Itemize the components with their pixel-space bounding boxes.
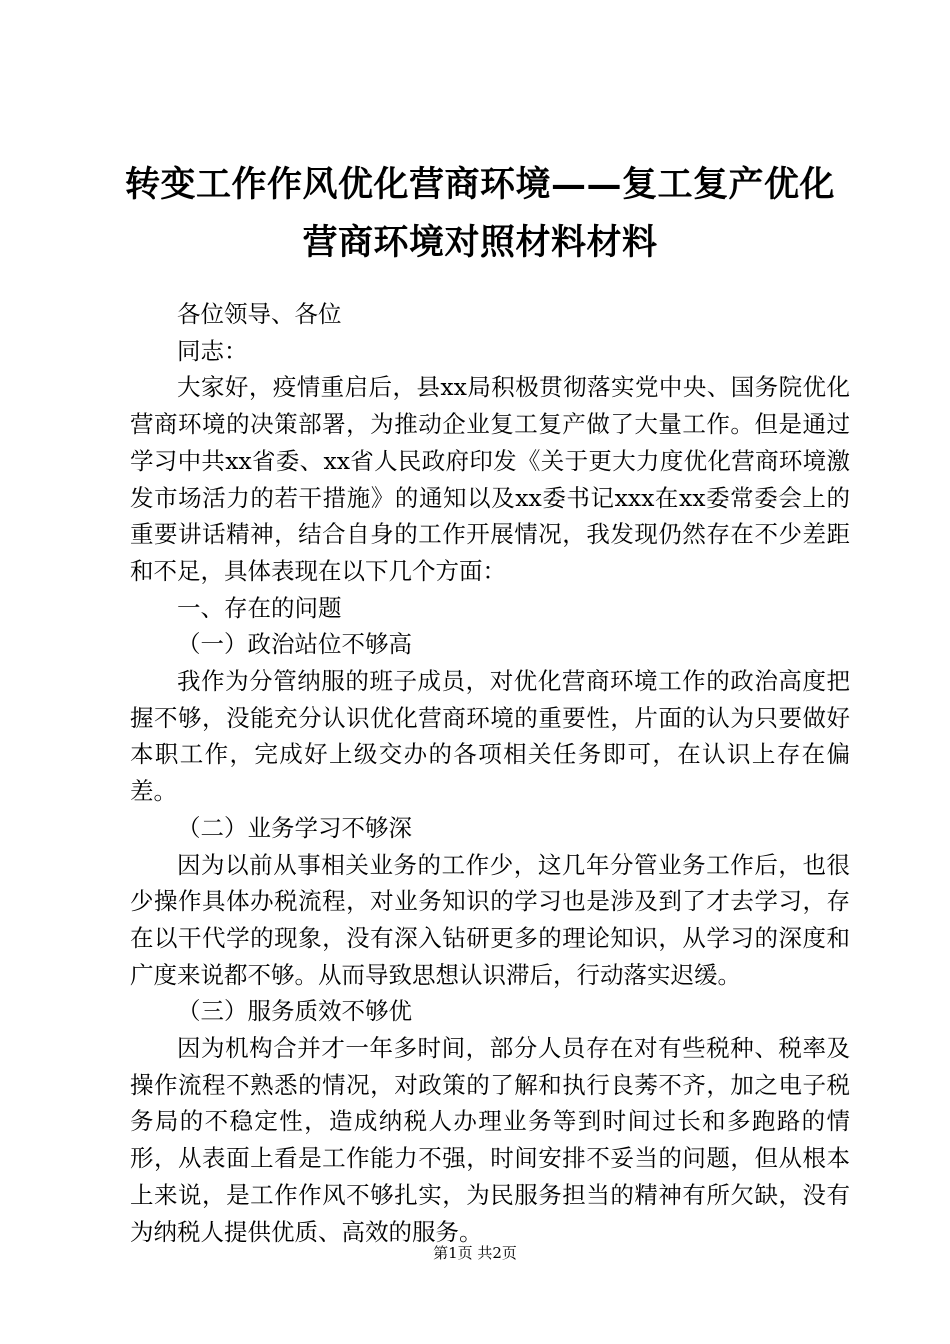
salutation-line-2: 同志： <box>177 336 248 365</box>
intro-paragraph: 大家好，疫情重启后，县xx局积极贯彻落实党中央、国务院优化营商环境的决策部署，为推动企业复工复产做了大量工作。但是通过学习中共xx省委、xx省人民政府印发《关于更大力度优化营商环境激发市场活力的若干措施》的通知以及xx委书记xxx在xx委常委会上的重要讲话精神，结合自身的工作开展情况，我发现仍然存在不少差距和不足，具体表现在以下几个方面： <box>130 373 850 585</box>
document-title-line-1: 转变工作作风优化营商环境——复工复产优化 <box>124 164 835 205</box>
paragraph-political-stance: 我作为分管纳服的班子成员，对优化营商环境工作的政治高度把握不够，没能充分认识优化营商环境的重要性，片面的认为只要做好本职工作，完成好上级交办的各项相关任务即可，在认识上存在偏差。 <box>130 667 850 806</box>
salutation-line-1: 各位领导、各位 <box>177 300 342 328</box>
paragraph-service-quality: 因为机构合并才一年多时间，部分人员存在对有些税种、税率及操作流程不熟悉的情况，对政策的了解和执行良莠不齐，加之电子税务局的不稳定性，造成纳税人办理业务等到时间过长和多跑路的情形，从表面上看是工作能力不强，时间安排不妥当的问题，但从根本上来说，是工作作风不够扎实，为民服务担当的精神有所欠缺，没有为纳税人提供优质、高效的服务。 <box>130 1034 850 1246</box>
subheading-political-stance: （一）政治站位不够高 <box>177 630 412 659</box>
document-title-line-2: 营商环境对照材料材料 <box>302 222 658 263</box>
page-number-footer: 第1页 共2页 <box>433 1244 517 1262</box>
paragraph-business-study: 因为以前从事相关业务的工作少，这几年分管业务工作后，也很少操作具体办税流程，对业务知识的学习也是涉及到了才去学习，存在以干代学的现象，没有深入钻研更多的理论知识，从学习的深度和广度来说都不够。从而导致思想认识滞后，行动落实迟缓。 <box>130 850 850 989</box>
document-body <box>130 296 850 1250</box>
section-heading-problems: 一、存在的问题 <box>177 593 342 622</box>
subheading-business-study: （二）业务学习不够深 <box>177 813 412 842</box>
subheading-service-quality: （三）服务质效不够优 <box>177 997 412 1026</box>
